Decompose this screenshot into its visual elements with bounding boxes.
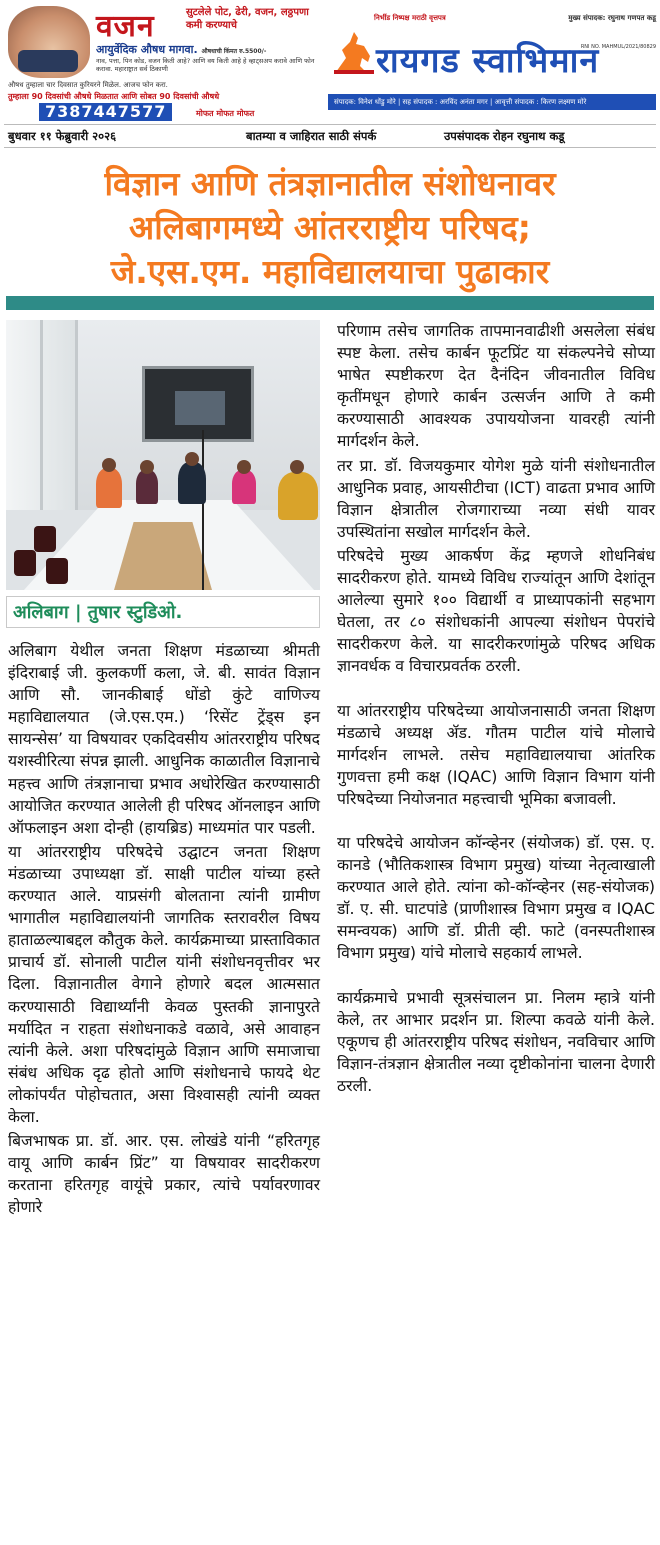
conference-photo: [6, 320, 320, 590]
ad-line-1: [96, 42, 266, 57]
newspaper-brand: [328, 4, 656, 120]
projector-screen: [142, 366, 254, 442]
article-paragraph: परिणाम तसेच जागतिक तापमानवाढीशी असलेला संबंध स्पष्ट केला. तसेच कार्बन फूटप्रिंट या संकल्पनेचे सोप्या भाषेत स्पष्टीकरण देत दैनंदिन जीवनातील विविध कृतींमधून होणारे कार्बन उत्सर्जन आणि ते कमी करण्यासाठी आवश्यक उपाययोजना यावरही त्यांनी मार्गदर्शन केले.: [337, 321, 655, 451]
article-paragraph: या आंतरराष्ट्रीय परिषदेचे उद्घाटन जनता शिक्षण मंडळाच्या उपाध्यक्षा डॉ. साक्षी पाटील यांच्या हस्ते करण्यात आले. याप्रसंगी बोलताना त्यांनी ग्रामीण भागातील महाविद्यालयांनी जागतिक स्तरावरील विषय हाताळल्याबद्दल कौतुक केले. कार्यक्रमाच्या प्रास्ताविकात प्राचार्य डॉ. सोनाली पाटील यांनी संशोधनवृत्तीवर भर दिला. विज्ञानातील वेगाने होणारे बदल आत्मसात करण्यासाठी विद्यार्थ्यांनी केवळ पुस्तकी ज्ञानापुरते मर्यादित न राहता संशोधनाकडे वळावे, असे आवाहन त्यांनी केले. अशा परिषदांमुळे विज्ञान आणि समाजाचा संबंध अधिक दृढ होतो आणि संशोधनाचे फायदे थेट लोकांपर्यंत पोहोचतात, असा विश्वासही त्यांनी व्यक्त केला.: [8, 841, 320, 1126]
contact-label: बातम्या व जाहिरात साठी संपर्क: [246, 129, 377, 143]
article-paragraph: तर प्रा. डॉ. विजयकुमार योगेश मुळे यांनी संशोधनातील आधुनिक प्रवाह, आयसीटीचा (ICT) वाढता प्रभाव आणि विज्ञान क्षेत्रातील रोजगाराच्या नव्या संधी यावर उपस्थितांना सखोल मार्गदर्शन केले.: [337, 455, 655, 541]
photo-caption: [6, 596, 320, 628]
article-column-left: [8, 640, 320, 1218]
horse-rider-logo-icon: [332, 28, 376, 76]
ad-phone-number: 7387447577: [39, 103, 172, 121]
headline: [0, 162, 660, 294]
editorial-credits: संपादक: विनेश धोंडु मोरे | सह संपादक : अरविंद अनंता मगर | आवृत्ती संपादक : किरण लक्ष्मण मोरे: [328, 94, 656, 110]
ad-free-text: मोफत मोफत मोफत: [196, 109, 255, 118]
masthead: [0, 0, 660, 123]
weight-loss-advertisement: [4, 2, 322, 120]
dateline: [4, 124, 656, 148]
ad-line-2: नाव, पत्ता, पिन कोड, वजन किती आहे? आणि वय किती आहे हे व्हाट्सअप करावे आणि फोन करावा. महाराष्ट्रात सर्व ठिकाणी: [96, 57, 315, 73]
registration-number: RNI NO. MAHMUL/2021/80829: [580, 44, 656, 50]
ad-price: औषधाची किंमत रु.5500/-: [201, 48, 267, 55]
article-paragraph: कार्यक्रमाचे प्रभावी सूत्रसंचालन प्रा. निलम म्हात्रे यांनी केले, तर आभार प्रदर्शन प्रा. शिल्पा कवळे यांनी केले. एकूणच ही आंतरराष्ट्रीय परिषद संशोधन, नवविचार आणि विज्ञान-तंत्रज्ञान क्षेत्रातील नव्या दृष्टीकोनांना चालना देणारी ठरली.: [337, 987, 655, 1095]
ad-line-3: औषध तुम्हाला चार दिवसात कुरियरने मिळेल. आजच फोन करा.: [8, 81, 168, 89]
article-paragraph: या परिषदेचे आयोजन कॉन्व्हेनर (संयोजक) डॉ. एस. ए. कानडे (भौतिकशास्त्र विभाग प्रमुख) यांच्या नेतृत्वाखाली करण्यात आले होते. त्यांना को-कॉन्व्हेनर (सह-संयोजक) डॉ. ए. सी. घाटपांडे (प्राणीशास्त्र विभाग प्रमुख व IQAC समन्वयक) आणि डॉ. प्रीती व्ही. फाटे (वनस्पतीशास्त्र विभाग प्रमुख) यांचे मोलाचे सहकार्य लाभले.: [337, 832, 655, 963]
ad-line-4: तुम्हाला 90 दिवसांची औषधे मिळतात आणि सोबत 90 दिवसांची औषधे: [8, 92, 220, 101]
headline-line-2: अलिबागमध्ये आंतरराष्ट्रीय परिषद;: [129, 208, 531, 247]
sub-editor: उपसंपादक रोहन रघुनाथ कडू: [444, 129, 565, 143]
ad-title: वजन: [96, 9, 155, 44]
ad-subtitle: सुटलेले पोट, ढेरी, वजन, लठ्ठपणा कमी करण्याचे: [186, 7, 309, 31]
article-paragraph: अलिबाग येथील जनता शिक्षण मंडळाच्या श्रीमती इंदिराबाई जी. कुलकर्णी कला, जे. बी. सावंत विज्ञान आणि सौ. जानकीबाई धोंडो कुंटे वाणिज्य महाविद्यालयात (जे.एस.एम.) ‘रिसेंट ट्रेंड्स इन सायन्सेस’ या विषयावर एकदिवसीय आंतरराष्ट्रीय परिषद यशस्वीरित्या संपन्न झाली. आधुनिक काळातील विज्ञानाचे महत्त्व आणि तंत्रज्ञानाचा प्रभाव अधोरेखित करण्यासाठी आयोजित करण्यात आलेली ही परिषद ऑनलाइन आणि ऑफलाइन अशा दोन्ही (हायब्रिड) माध्यमांत पार पडली.: [8, 641, 320, 837]
brand-tagline: निर्भीड निष्पक्ष मराठी वृत्तपत्र: [374, 14, 446, 22]
article-paragraph: बिजभाषक प्रा. डॉ. आर. एस. लोखंडे यांनी “हरितगृह वायू आणि कार्बन प्रिंट” या विषयावर सादरीकरण करताना हरितगृह वायूंचे प्रकार, त्यांचे पर्यावरणावर होणारे: [8, 1131, 320, 1217]
newspaper-name: रायगड स्वाभिमान: [376, 41, 600, 81]
headline-line-3: जे.एस.एम. महाविद्यालयाचा पुढाकार: [110, 252, 550, 291]
photo-caption-text: अलिबाग | तुषार स्टुडिओ.: [13, 602, 183, 623]
belly-photo: [8, 6, 90, 78]
article-column-right: [337, 320, 655, 1097]
article-paragraph: या आंतरराष्ट्रीय परिषदेच्या आयोजनासाठी जनता शिक्षण मंडळाचे अध्यक्ष ॲड. गौतम पाटील यांचे मोलाचे मार्गदर्शन लाभले. तसेच महाविद्यालयाचा आंतरिक गुणवत्ता हमी कक्ष (IQAC) आणि विज्ञान विभाग यांनी परिषदेच्या नियोजनात महत्त्वाची भूमिका बजावली.: [337, 700, 655, 808]
section-rule: [6, 296, 654, 310]
chief-editor: मुख्य संपादक: रघुनाथ गणपत कडू: [568, 14, 656, 22]
issue-date: बुधवार ११ फेब्रुवारी २०२६: [8, 129, 117, 143]
headline-line-1: विज्ञान आणि तंत्रज्ञानातील संशोधनावर: [104, 164, 556, 203]
ad-line-1-text: आयुर्वेदिक औषध मागवा.: [96, 43, 198, 56]
article-paragraph: परिषदेचे मुख्य आकर्षण केंद्र म्हणजे शोधनिबंध सादरीकरण होते. यामध्ये विविध राज्यांतून आणि देशांतून आलेल्या सुमारे १०० विद्यार्थी व प्राध्यापकांनी सहभाग घेतला, तर ८० संशोधकांनी आपल्या संशोधन पेपरांचे सादरीकरण केले. या सादरीकरणांमुळे परिषद अधिक ज्ञानवर्धक व विचारप्रवर्तक ठरली.: [337, 545, 655, 676]
